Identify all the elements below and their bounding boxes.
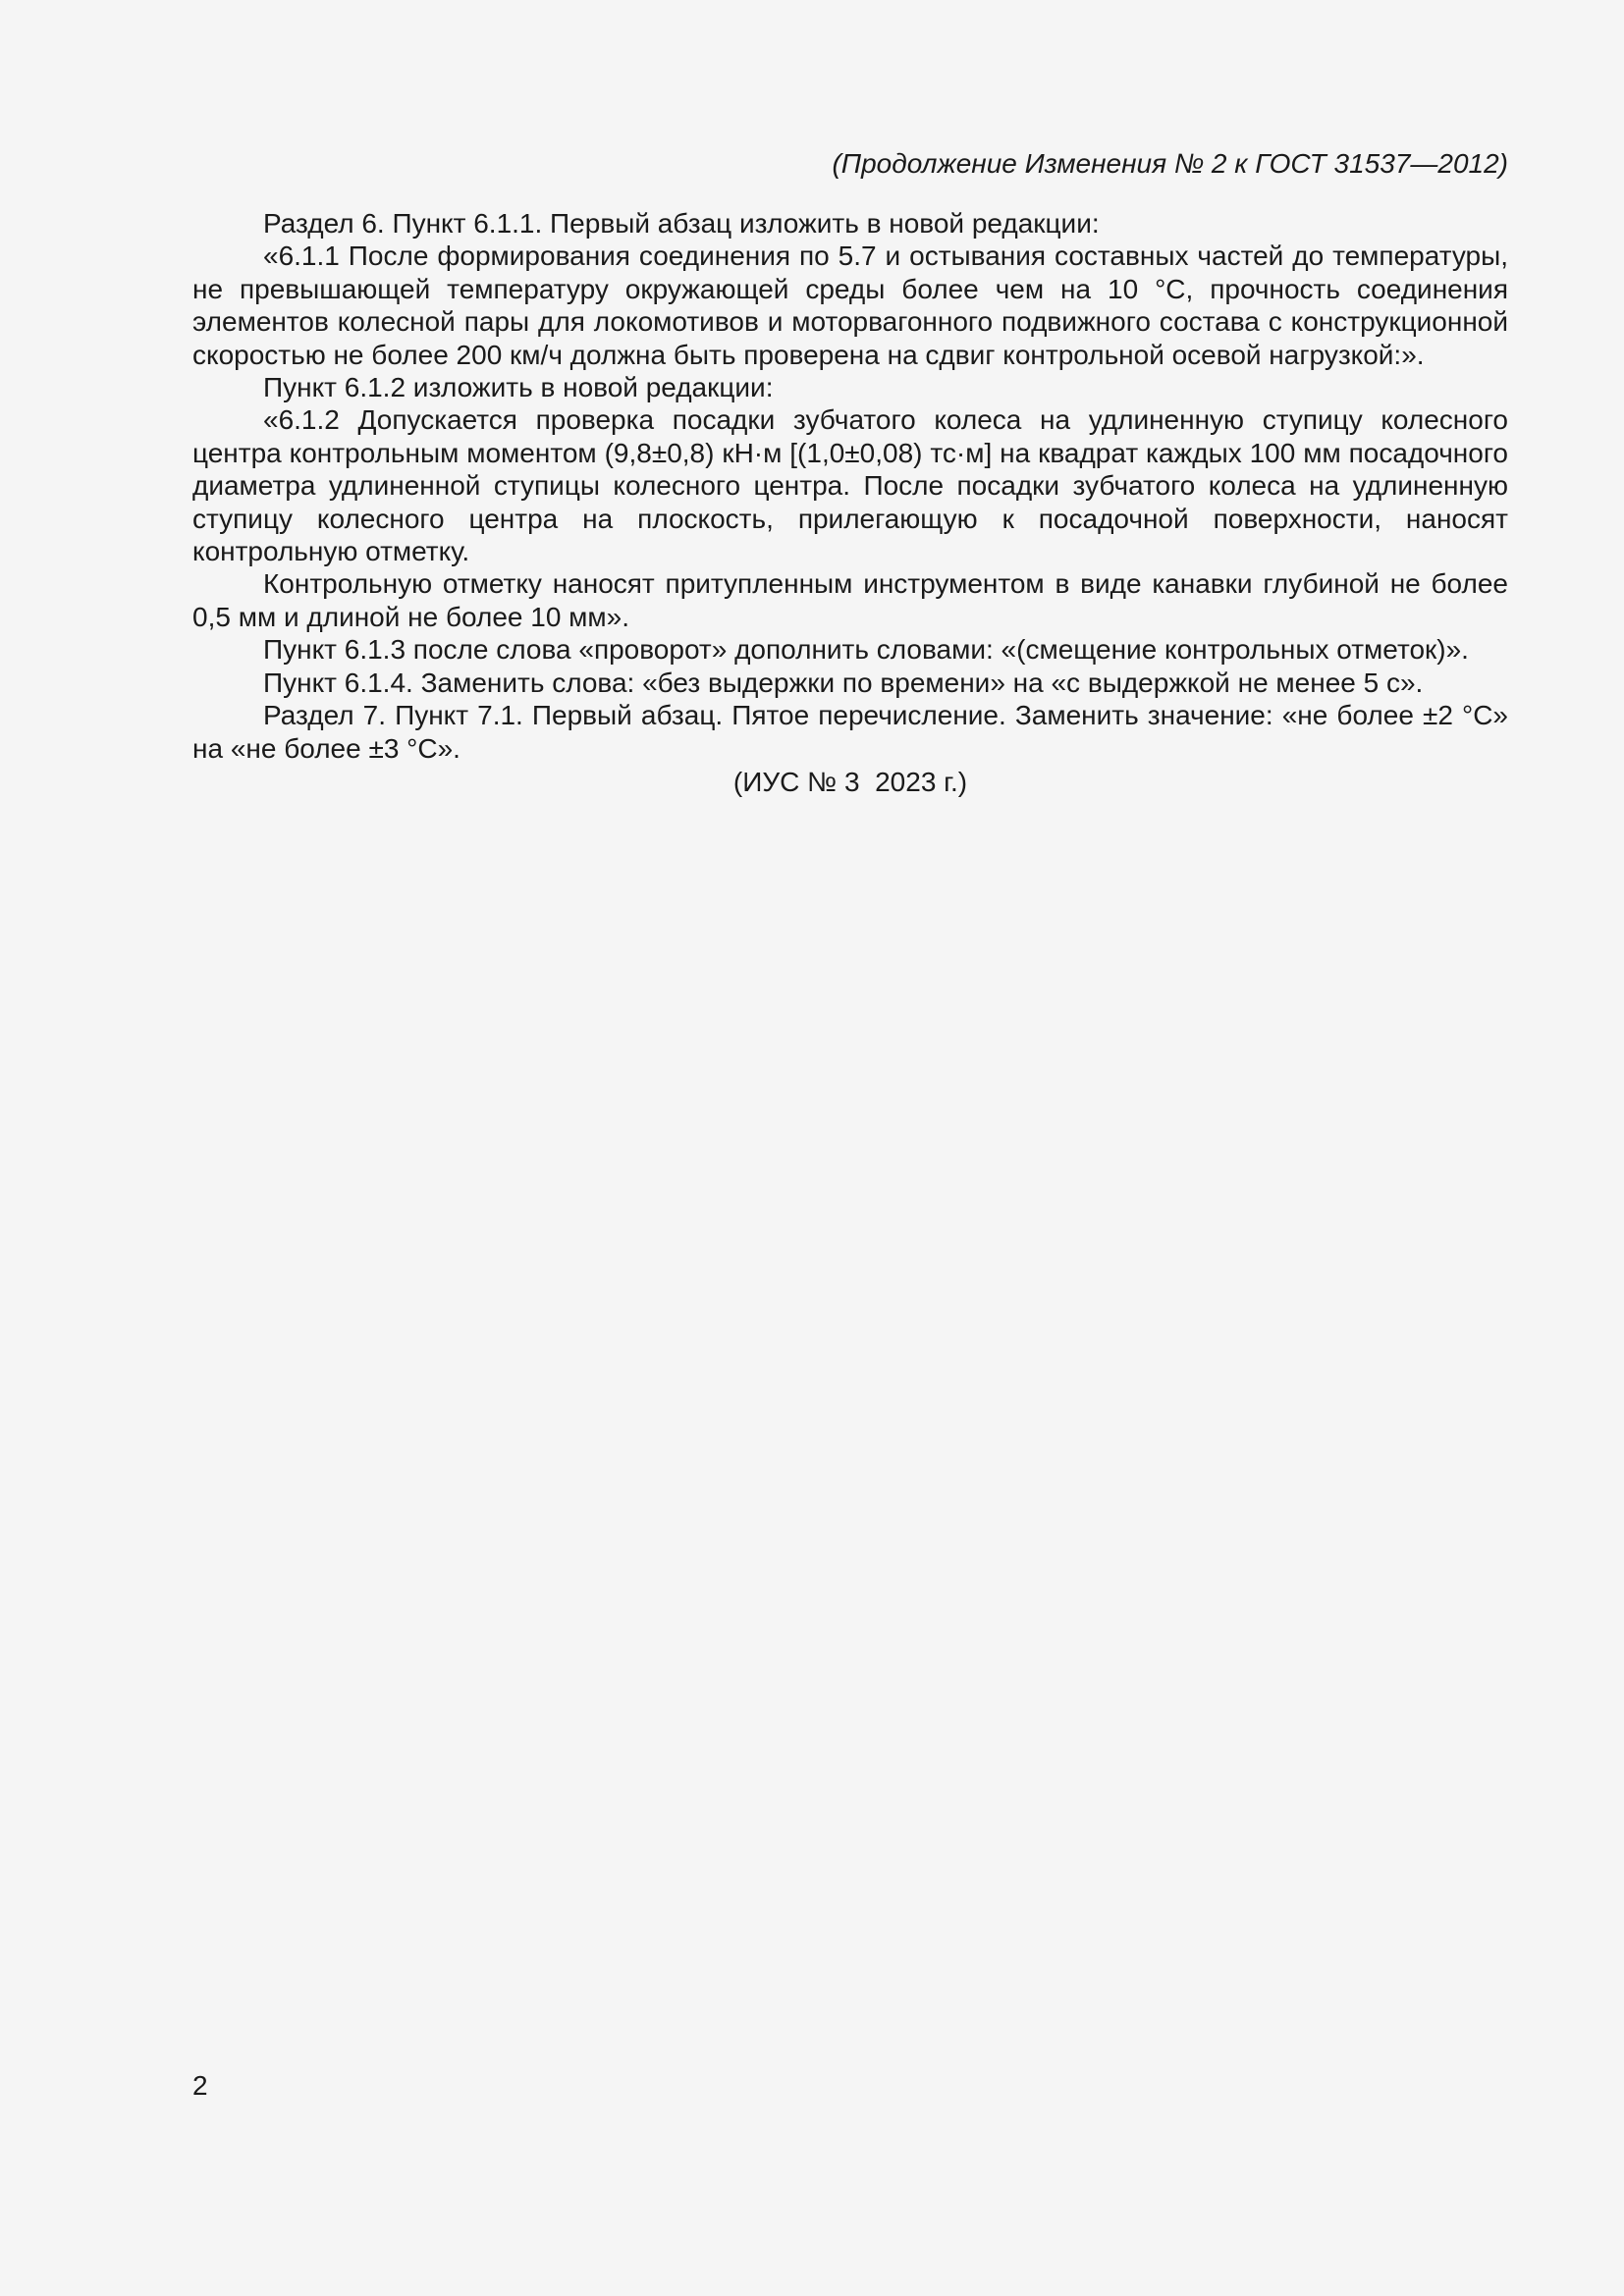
paragraph-6-1-4: Пункт 6.1.4. Заменить слова: «без выдержки по времени» на «с выдержкой не менее 5 с». [263, 667, 1424, 698]
paragraph-section-6-intro: Раздел 6. Пункт 6.1.1. Первый абзац изложить в новой редакции: [263, 208, 1100, 239]
paragraph-6-1-2-text: «6.1.2 Допускается проверка посадки зубчатого колеса на удлиненную ступицу колесного центра контрольным моментом (9,8±0,8) кН·м [(1,0±0,08) тс·м] на квадрат каждых 100 мм посадочного диаметра удлиненной ступицы колесного центра. После посадки зубчатого колеса на удлиненную ступицу колесного центра на плоскость, прилегающую к посадочной поверхности, наносят контрольную отметку. [192, 404, 1508, 567]
continuation-header: (Продолжение Изменения № 2 к ГОСТ 31537—2012) [832, 148, 1508, 179]
paragraph-control-mark: Контрольную отметку наносят притупленным инструментом в виде канавки глубиной не более 0,5 мм и длиной не более 10 мм». [192, 568, 1508, 632]
paragraph-6-1-1-text: «6.1.1 После формирования соединения по 5.7 и остывания составных частей до температуры, не превышающей температуру окружающей среды более чем на 10 °С, прочность соединения элементов колесной пары для локомотивов и моторвагонного подвижного состава с конструкционной скоростью не более 200 км/ч должна быть проверена на сдвиг контрольной осевой нагрузкой:». [192, 240, 1508, 370]
ius-reference: (ИУС № 3 2023 г.) [732, 767, 968, 797]
page-number: 2 [192, 2070, 208, 2101]
amendment-text [192, 207, 1508, 765]
paragraph-6-1-3: Пункт 6.1.3 после слова «проворот» дополнить словами: «(смещение контрольных отметок)». [263, 634, 1469, 666]
paragraph-6-1-2-intro: Пункт 6.1.2 изложить в новой редакции: [263, 372, 774, 403]
paragraph-section-7: Раздел 7. Пункт 7.1. Первый абзац. Пятое перечисление. Заменить значение: «не более ±2 °С» на «не более ±3 °С». [192, 700, 1508, 764]
